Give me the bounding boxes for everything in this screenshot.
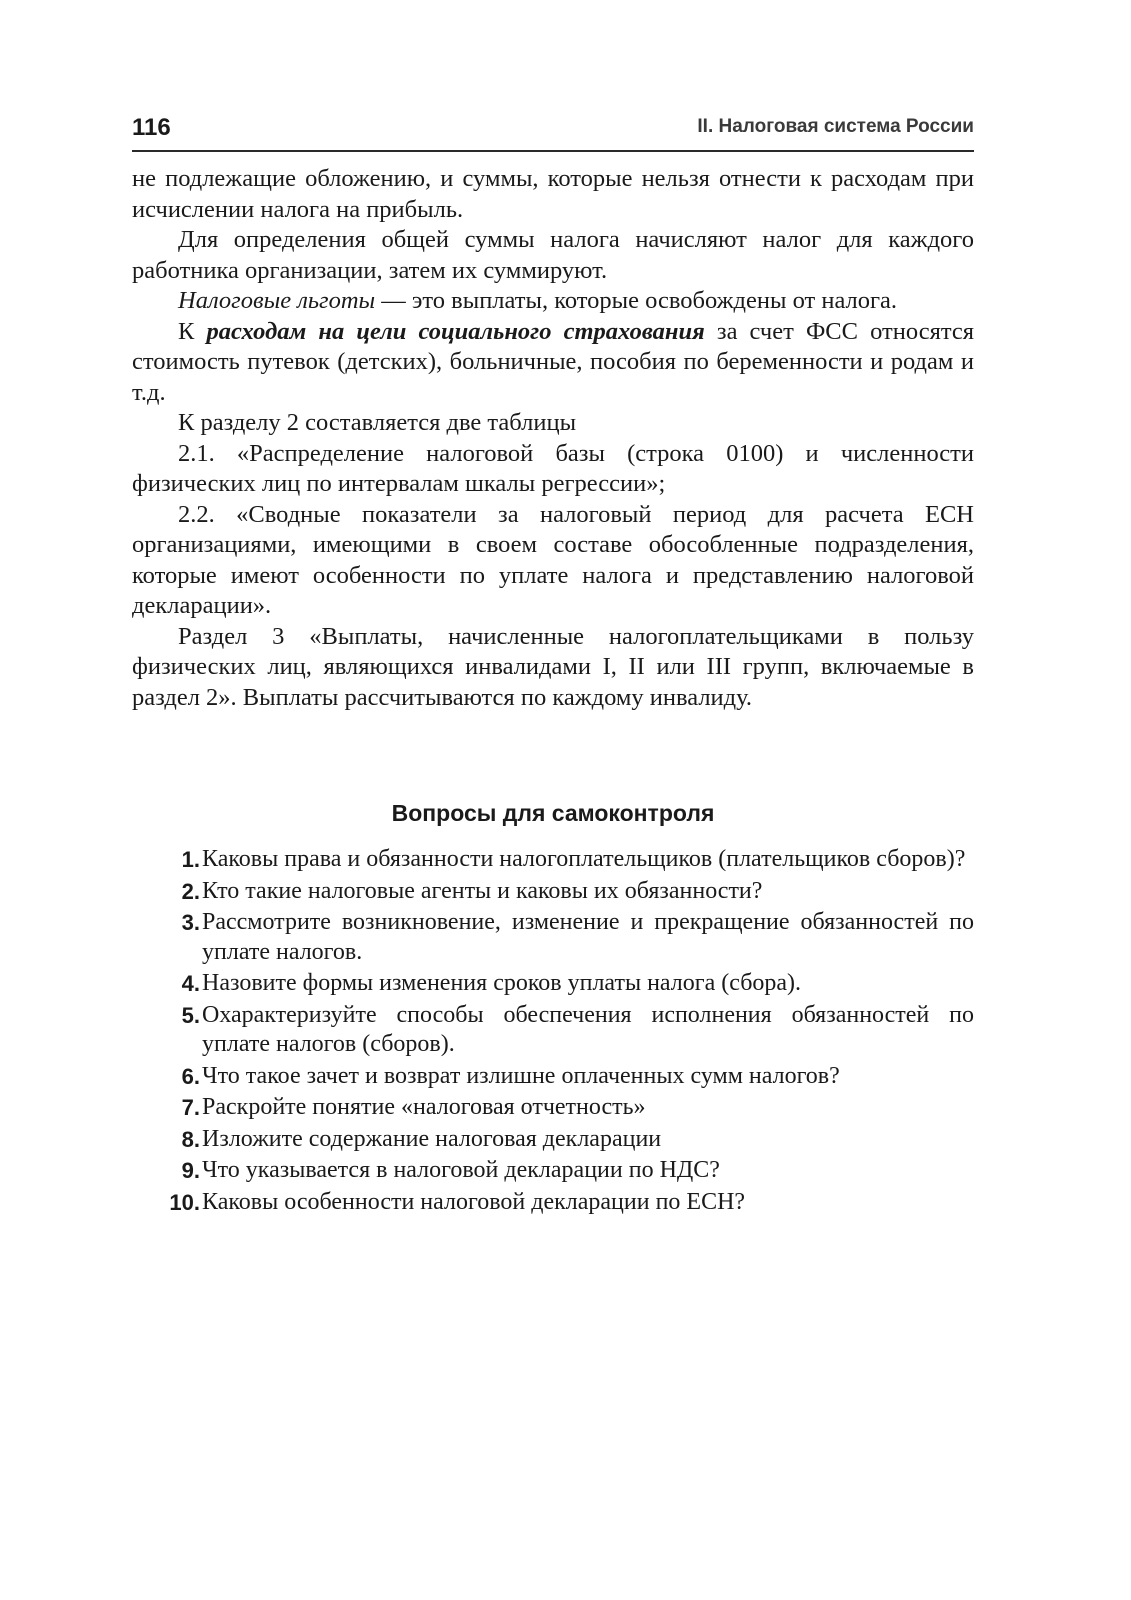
- paragraph-social-insurance: [132, 317, 974, 409]
- page-number: 116: [132, 114, 171, 141]
- definition-text: — это выплаты, которые освобождены от налога.: [375, 287, 898, 314]
- term-social-insurance: расходам на цели социального страхования: [206, 317, 705, 345]
- question-text: Кто такие налоговые агенты и каковы их обязанности?: [202, 877, 763, 904]
- list-item: [160, 877, 974, 907]
- list-item: [160, 1188, 974, 1218]
- list-item: [160, 1156, 974, 1186]
- question-text: Что такое зачет и возврат излишне оплаченных сумм налогов?: [202, 1062, 840, 1089]
- list-item: [160, 1001, 974, 1060]
- paragraph-lead: К: [178, 317, 207, 345]
- paragraph-section-3: Раздел 3 «Выплаты, начисленные налогоплательщиками в пользу физических лиц, являющихся инвалидами I, II или III групп, включаемые в раздел 2». Выплаты рассчитываются по каждому инвалиду.: [132, 622, 974, 711]
- question-text: Изложите содержание налоговая декларации: [202, 1125, 662, 1152]
- term-tax-benefits: Налоговые льготы: [178, 287, 376, 314]
- definition-text: за счет ФСС относятся стоимость путевок (детских), больничные, пособия по беременности и родам и т.д.: [132, 317, 974, 406]
- question-number: 4.: [181, 971, 200, 996]
- list-item: [160, 1125, 974, 1155]
- question-number: 6.: [181, 1063, 200, 1089]
- list-item: [160, 845, 974, 875]
- question-number: 2.: [181, 878, 200, 904]
- page-header: [132, 110, 974, 152]
- paragraph-table-2-2: 2.2. «Сводные показатели за налоговый период для расчета ЕСН организациями, имеющими в своем составе обособленные подразделения, которые имеют особенности по уплате налога и представлению налоговой декларации».: [132, 500, 974, 619]
- list-item: [160, 1062, 974, 1092]
- question-text: Каковы особенности налоговой декларации по ЕСН?: [202, 1188, 746, 1215]
- running-title: II. Налоговая система России: [697, 116, 974, 137]
- question-number: 9.: [181, 1158, 200, 1183]
- question-text: Рассмотрите возникновение, изменение и прекращение обязанностей по уплате налогов.: [202, 909, 974, 965]
- question-text: Назовите формы изменения сроков уплаты налога (сбора).: [202, 970, 802, 996]
- question-number: 8.: [181, 1126, 200, 1152]
- question-text: Раскройте понятие «налоговая отчетность»: [202, 1094, 646, 1120]
- question-number: 7.: [181, 1095, 200, 1120]
- question-number: 3.: [181, 910, 200, 935]
- paragraph-continuation: не подлежащие обложению, и суммы, которые нельзя отнести к расходам при исчислении налога на прибыль.: [132, 165, 974, 223]
- body-text: [132, 164, 974, 713]
- paragraph-tax-benefits: [132, 286, 974, 317]
- question-number: 5.: [181, 1002, 200, 1028]
- question-text: Каковы права и обязанности налогоплательщиков (плательщиков сборов)?: [202, 846, 966, 872]
- section-heading: Вопросы для самоконтроля: [391, 800, 715, 826]
- question-text: Что указывается в налоговой декларации по НДС?: [202, 1157, 720, 1183]
- question-list: [160, 845, 974, 1219]
- question-number: 10.: [169, 1189, 200, 1215]
- list-item: [160, 1093, 974, 1123]
- paragraph: Для определения общей суммы налога начисляют налог для каждого работника организации, затем их суммируют.: [132, 226, 974, 284]
- paragraph-table-2-1: 2.1. «Распределение налоговой базы (строка 0100) и численности физических лиц по интервалам шкалы регрессии»;: [132, 439, 974, 497]
- question-text: Охарактеризуйте способы обеспечения исполнения обязанностей по уплате налогов (сборов).: [202, 1001, 974, 1057]
- paragraph: К разделу 2 составляется две таблицы: [178, 409, 577, 436]
- question-number: 1.: [181, 847, 200, 872]
- list-item: [160, 908, 974, 967]
- list-item: [160, 969, 974, 999]
